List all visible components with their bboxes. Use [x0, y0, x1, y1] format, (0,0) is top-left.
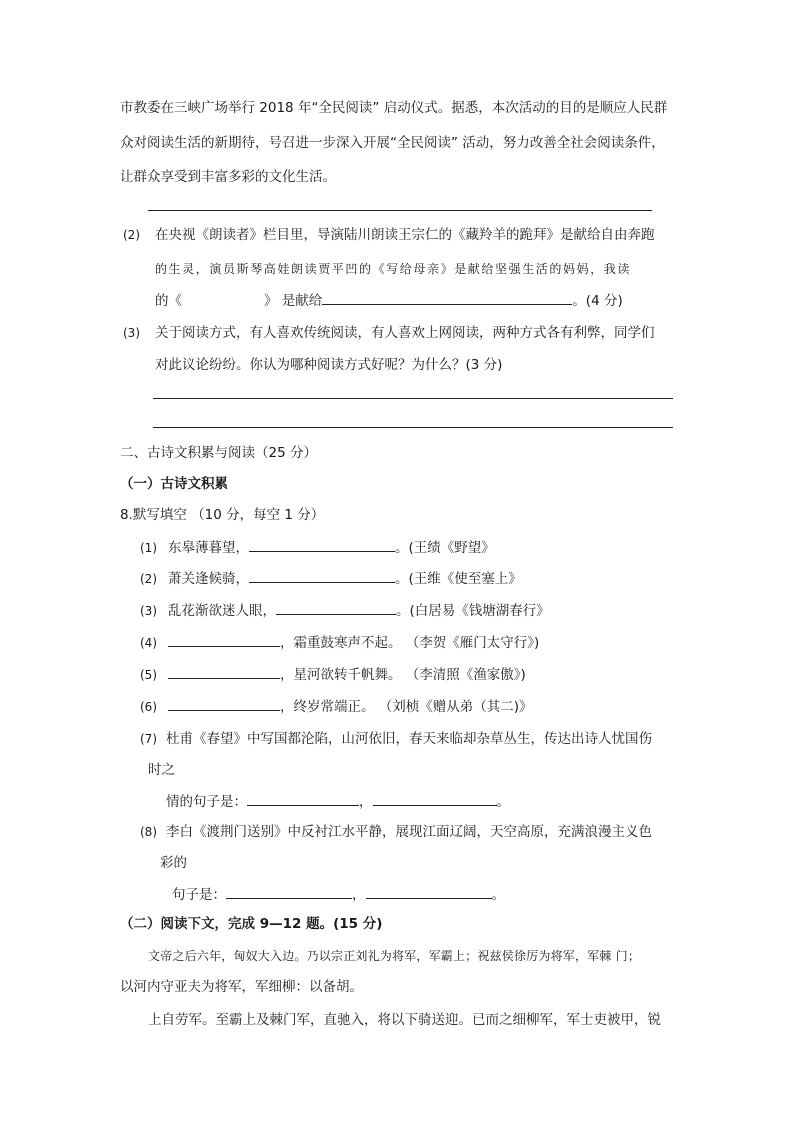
section-2-sub-1: （一）古诗文积累	[120, 476, 228, 492]
fill-item-number: (3)	[140, 604, 157, 618]
q8b-number: (8)	[140, 825, 157, 839]
fill-item-post: 。(白居易《钱塘湖春行》	[396, 603, 550, 619]
fill-item-1	[140, 537, 495, 558]
q7-end: 。	[496, 794, 510, 810]
q2-line-1: 在央视《朗读者》栏目里，导演陆川朗读王宗仁的《藏羚羊的跪拜》是献给自由奔跑	[155, 227, 655, 243]
intro-line-2: 众对阅读生活的新期待，号召进一步深入开展“全民阅读” 活动，努力改善全社会阅读条件，	[120, 135, 665, 151]
fill-blank[interactable]	[276, 600, 396, 615]
fill-blank[interactable]	[247, 791, 359, 806]
fill-blank[interactable]	[373, 791, 497, 806]
fill-item-pre: 乱花渐欲迷人眼，	[168, 603, 276, 619]
reading-line-3: 上自劳军。至霸上及棘门军，直驰入，将以下骑送迎。已而之细柳军，军士吏被甲，锐	[148, 1012, 661, 1028]
reading-line-1: 文帝之后六年，匈奴大入边。乃以宗正刘礼为将军，军霸上；祝兹侯徐厉为将军，军棘 门；	[148, 949, 641, 963]
fill-blank[interactable]	[168, 632, 280, 647]
fill-item-pre: 东皋薄暮望，	[168, 540, 249, 556]
fill-item-number: (4)	[140, 636, 157, 650]
fill-blank[interactable]	[226, 884, 352, 899]
reading-line-2: 以河内守亚夫为将军，军细柳：以备胡。	[120, 979, 363, 995]
q8b-line-3	[172, 884, 505, 905]
q2-line-2: 的生灵，演员斯琴高娃朗读贾平凹的《写给母亲》是献给坚强生活的妈妈，我读	[155, 262, 632, 276]
fill-item-2	[140, 568, 522, 589]
fill-item-post: ，终岁常端正。 （刘桢《赠从弟（其二)》	[280, 699, 533, 715]
q7-number: (7)	[140, 732, 157, 746]
fill-item-4	[140, 632, 539, 653]
section-2-sub-2: （二）阅读下文，完成 9—12 题。(15 分)	[120, 916, 383, 932]
fill-item-pre: 萧关逢候骑，	[168, 571, 249, 587]
q2-number: (2)	[123, 228, 140, 242]
q7-prompt: 情的句子是：	[166, 794, 247, 810]
q7-line-3	[166, 791, 510, 812]
answer-line[interactable]	[153, 398, 673, 399]
q7-line-1: 杜甫《春望》中写国都沦陷，山河依旧，春天来临却杂草丛生，传达出诗人忧国伤	[166, 731, 652, 747]
fill-item-post: ，星河欲转千帆舞。 （李清照《渔家傲》)	[280, 667, 526, 683]
q3-line-2: 对此议论纷纷。你认为哪种阅读方式好呢？为什么？(3 分)	[155, 357, 503, 373]
fill-item-3	[140, 600, 550, 621]
q2-line-3-c: 。(4 分)	[572, 293, 623, 309]
q8b-line-1: 李白《渡荆门送别》中反衬江水平静，展现江面辽阔，天空高原，充满浪漫主义色	[166, 824, 652, 840]
q2-line-3-b: 》 是献给	[264, 293, 323, 309]
fill-item-number: (5)	[140, 668, 157, 682]
q8b-sep: ，	[352, 887, 366, 903]
intro-line-3: 让群众享受到丰富多彩的文化生活。	[120, 169, 336, 185]
q2-line-3-a: 的《	[155, 293, 182, 309]
fill-item-6	[140, 696, 533, 717]
q3-line-1: 关于阅读方式，有人喜欢传统阅读，有人喜欢上网阅读，两种方式各有利弊，同学们	[155, 325, 655, 341]
q8b-prompt: 句子是：	[172, 887, 226, 903]
q8b-line-2: 彩的	[160, 855, 187, 871]
fill-blank[interactable]	[168, 696, 280, 711]
fill-item-5	[140, 664, 526, 685]
fill-blank[interactable]	[249, 568, 395, 583]
section-2-title: 二、古诗文积累与阅读（25 分）	[120, 445, 317, 461]
q7-sep: ，	[359, 794, 373, 810]
q2-line-3	[155, 290, 623, 311]
fill-item-post: ，霜重鼓寒声不起。 （李贺《雁门太守行》)	[280, 635, 540, 651]
answer-line[interactable]	[153, 427, 673, 428]
fill-blank[interactable]	[168, 664, 280, 679]
q7-line-2: 时之	[148, 762, 175, 778]
dedication-blank[interactable]	[322, 290, 572, 305]
q8-title: 8.默写填空 （10 分，每空 1 分）	[120, 507, 325, 523]
fill-item-post: 。(王绩《野望》	[395, 540, 495, 556]
fill-item-number: (2)	[140, 572, 157, 586]
q3-number: (3)	[123, 326, 140, 340]
q8b-end: 。	[491, 887, 505, 903]
intro-line-1: 市教委在三峡广场举行 2018 年“全民阅读” 启动仪式。据悉，本次活动的目的是顺应人民群	[120, 100, 668, 116]
answer-line[interactable]	[148, 210, 652, 211]
fill-blank[interactable]	[249, 537, 395, 552]
fill-item-post: 。(王维《使至塞上》	[395, 571, 522, 587]
fill-item-number: (1)	[140, 541, 157, 555]
fill-item-number: (6)	[140, 700, 157, 714]
fill-blank[interactable]	[366, 884, 492, 899]
